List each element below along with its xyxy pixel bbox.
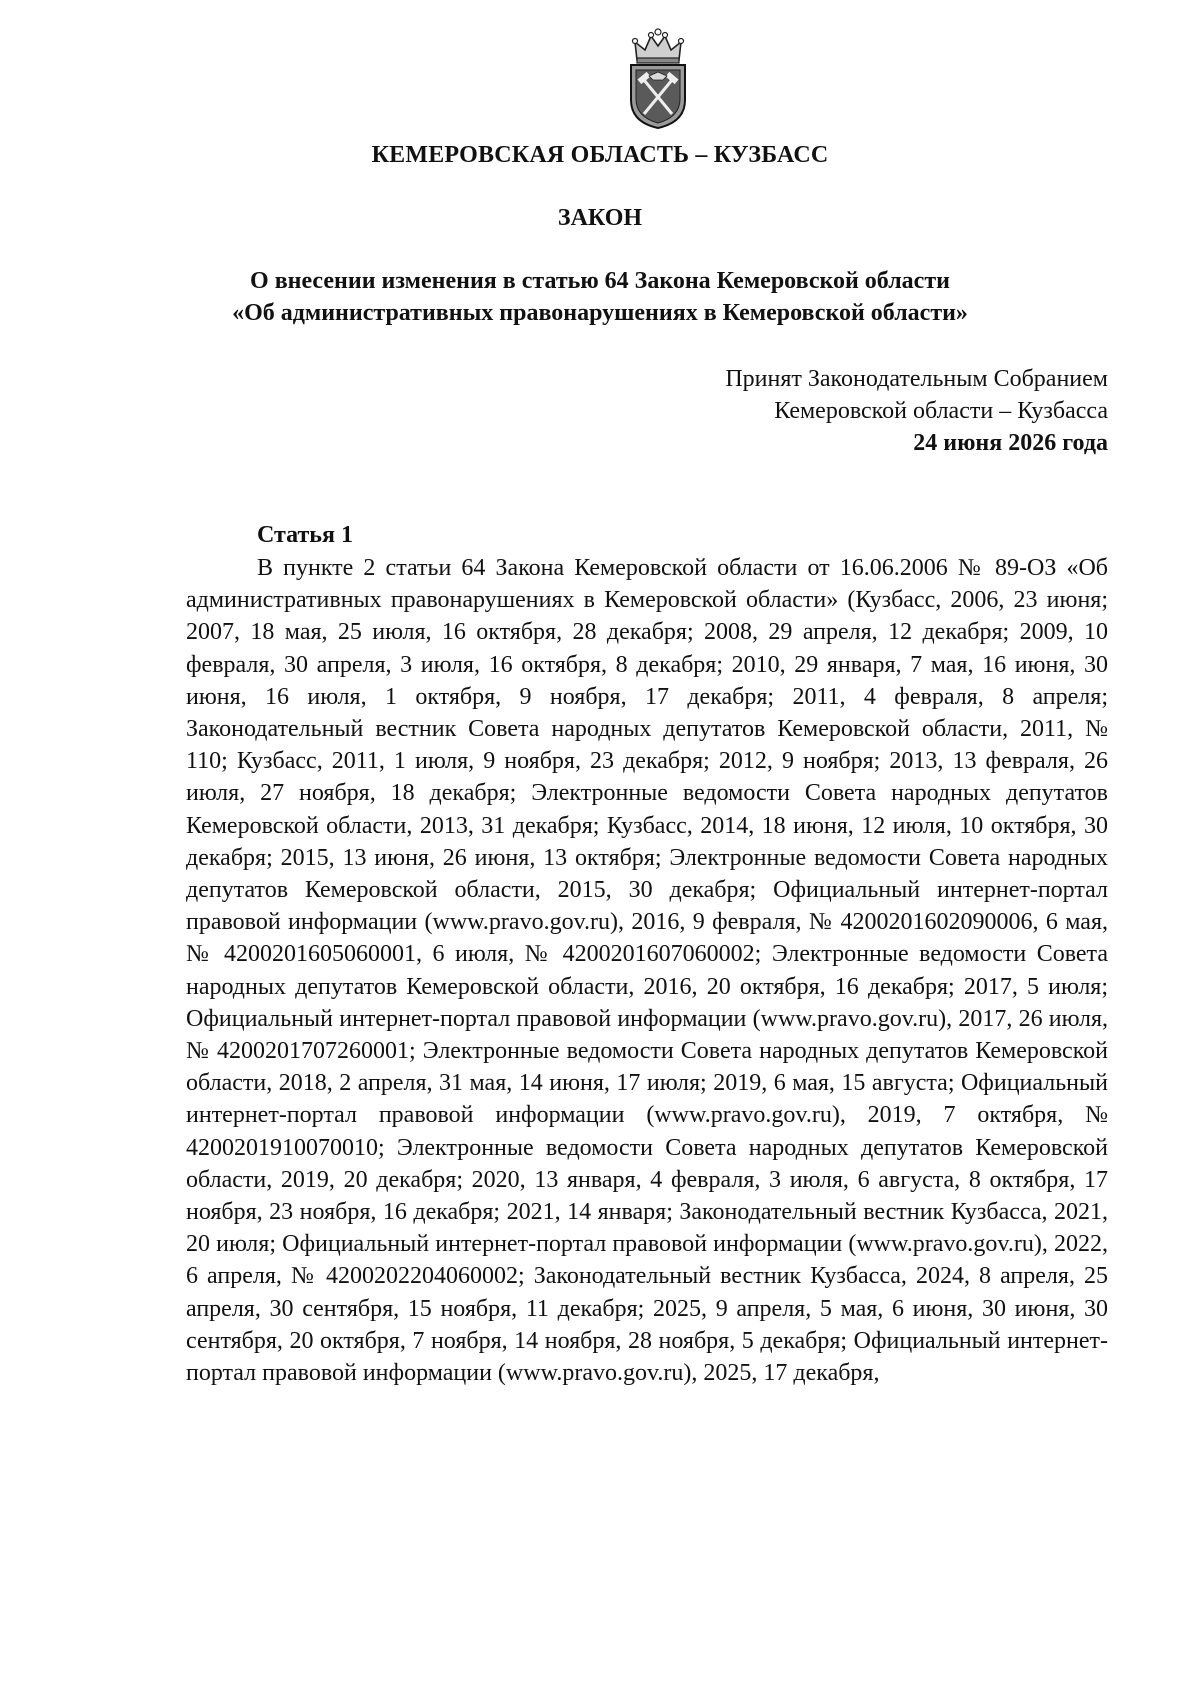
adoption-line-2: Кемеровской области – Кузбасса xyxy=(774,398,1108,424)
adoption-block xyxy=(725,363,1108,459)
adoption-date: 24 июня 2026 года xyxy=(913,430,1108,456)
article-body: В пункте 2 статьи 64 Закона Кемеровской области от 16.06.2006 № 89-ОЗ «Об административных правонарушениях в Кемеровской области» (Кузбасс, 2006, 23 июня; 2007, 18 мая, 25 июля, 16 октября, 28 декабря; 2008, 29 апреля, 12 декабря; 2009, 10 февраля, 30 апреля, 3 июля, 16 октября, 8 декабря; 2010, 29 января, 7 мая, 16 июня, 30 июня, 16 июля, 1 октября, 9 ноября, 17 декабря; 2011, 4 февраля, 8 апреля; Законодательный вестник Совета народных депутатов Кемеровской области, 2011, № 110; Кузбасс, 2011, 1 июля, 9 ноября, 23 декабря; 2012, 9 ноября; 2013, 13 февраля, 26 июля, 27 ноября, 18 декабря; Электронные ведомости Совета народных депутатов Кемеровской области, 2013, 31 декабря; Кузбасс, 2014, 18 июня, 12 июля, 10 октября, 30 декабря; 2015, 13 июня, 26 июня, 13 октября; Электронные ведомости Совета народных депутатов Кемеровской области, 2015, 30 декабря; Официальный интернет-портал правовой информации (www.pravo.gov.ru), 2016, 9 февраля, № 4200201602090006, 6 мая, № 4200201605060001, 6 июля, № 4200201607060002; Электронные ведомости Совета народных депутатов Кемеровской области, 2016, 20 октября, 16 декабря; 2017, 5 июля; Официальный интернет-портал правовой информации (www.pravo.gov.ru), 2017, 26 июля, № 4200201707260001; Электронные ведомости Совета народных депутатов Кемеровской области, 2018, 2 апреля, 31 мая, 14 июня, 17 июля; 2019, 6 мая, 15 августа; Официальный интернет-портал правовой информации (www.pravo.gov.ru), 2019, 7 октября, № 4200201910070010; Электронные ведомости Совета народных депутатов Кемеровской области, 2019, 20 декабря; 2020, 13 января, 4 февраля, 3 июля, 6 августа, 8 октября, 17 ноября, 23 ноября, 16 декабря; 2021, 14 января; Законодательный вестник Кузбасса, 2021, 20 июля; Официальный интернет-портал правовой информации (www.pravo.gov.ru), 2022, 6 апреля, № 4200202204060002; Законодательный вестник Кузбасса, 2024, 8 апреля, 25 апреля, 30 сентября, 15 ноября, 11 декабря; 2025, 9 апреля, 5 мая, 6 июня, 30 июня, 30 сентября, 20 октября, 7 ноября, 14 ноября, 28 ноября, 5 декабря; Официальный интернет-портал правовой информации (www.pravo.gov.ru), 2025, 17 декабря, xyxy=(186,555,1108,1387)
article-heading: Статья 1 xyxy=(257,522,353,548)
law-title-line-1: О внесении изменения в статью 64 Закона Кемеровской области xyxy=(250,268,950,294)
document-type: ЗАКОН xyxy=(557,205,643,231)
law-title xyxy=(0,265,1200,329)
kemerovo-coat-of-arms-icon xyxy=(625,28,691,130)
adoption-line-1: Принят Законодательным Собранием xyxy=(725,366,1108,392)
region-title: КЕМЕРОВСКАЯ ОБЛАСТЬ – КУЗБАСС xyxy=(371,142,829,168)
law-title-line-2: «Об административных правонарушениях в Кемеровской области» xyxy=(232,300,968,326)
